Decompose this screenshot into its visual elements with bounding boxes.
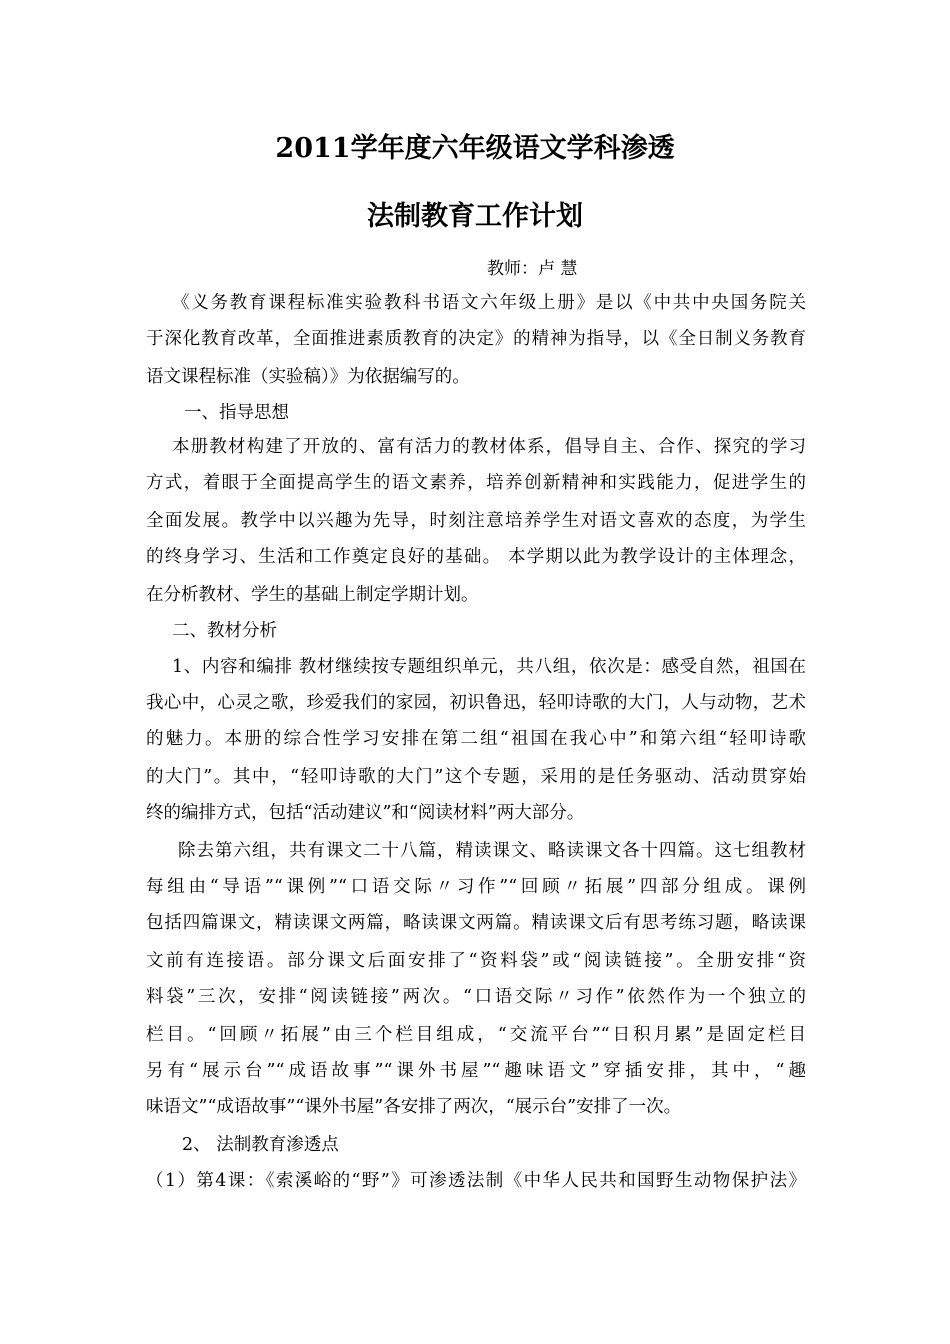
paragraph-line: 除去第六组，共有课文二十八篇，精读课文、略读课文各十四篇。这七组教材 (178, 841, 806, 861)
paragraph-line: 的终身学习、生活和工作奠定良好的基础。 本学期以此为教学设计的主体理念， (146, 547, 806, 567)
paragraph-line: 另有“展示台”“成语故事”“课外书屋”“趣味语文”穿插安排，其中，“趣 (146, 1061, 806, 1081)
paragraph-line: 每组由“导语”“课例”“口语交际〃习作”“回顾〃拓展”四部分组成。课例 (146, 877, 806, 897)
paragraph-line: 语文课程标准（实验稿）》为依据编写的。 (146, 367, 470, 387)
paragraph-line: 方式，着眼于全面提高学生的语文素养，培养创新精神和实践能力，促进学生的 (146, 473, 806, 493)
section-heading: 二、教材分析 (172, 621, 277, 641)
paragraph-line: 1、内容和编排 教材继续按专题组织单元，共八组，依次是：感受自然，祖国在 (172, 657, 806, 677)
paragraph-line: 味语文”“成语故事”“课外书屋”各安排了两次，“展示台”安排了一次。 (146, 1097, 682, 1117)
paragraph-line: 我心中，心灵之歌，珍爱我们的家园，初识鲁迅，轻叩诗歌的大门，人与动物，艺术 (146, 693, 806, 713)
paragraph-line: 的魅力。本册的综合性学习安排在第二组“祖国在我心中”和第六组“轻叩诗歌 (146, 729, 806, 749)
document-title-line-1: 2011学年度六年级语文学科渗透 (275, 133, 675, 164)
paragraph-line: 在分析教材、学生的基础上制定学期计划。 (146, 585, 479, 605)
paragraph-line: （1）第4课：《索溪峪的“野”》可渗透法制《中华人民共和国野生动物保护法》 (146, 1171, 806, 1191)
paragraph-line: 料袋”三次，安排“阅读链接”两次。“口语交际〃习作”依然作为一个独立的 (146, 987, 806, 1007)
paragraph-line: 的大门”。其中，“轻叩诗歌的大门”这个专题，采用的是任务驱动、活动贯穿始 (146, 767, 806, 787)
author-line: 教师：卢 慧 (487, 259, 578, 279)
paragraph-line: 文前有连接语。部分课文后面安排了“资料袋”或“阅读链接”。全册安排“资 (146, 951, 806, 971)
paragraph-line: 全面发展。教学中以兴趣为先导，时刻注意培养学生对语文喜欢的态度，为学生 (146, 511, 806, 531)
document-title-line-2: 法制教育工作计划 (367, 201, 583, 232)
paragraph-line: 《义务教育课程标准实验教科书语文六年级上册》是以《中共中央国务院关 (172, 293, 806, 313)
paragraph-line: 栏目。“回顾〃拓展”由三个栏目组成，“交流平台”“日积月累”是固定栏目 (146, 1025, 806, 1045)
paragraph-line: 终的编排方式，包括“活动建议”和“阅读材料”两大部分。 (146, 803, 585, 823)
section-heading: 2、 法制教育渗透点 (182, 1135, 339, 1155)
paragraph-line: 包括四篇课文，精读课文两篇，略读课文两篇。精读课文后有思考练习题，略读课 (146, 913, 806, 933)
paragraph-line: 本册教材构建了开放的、富有活力的教材体系，倡导自主、合作、探究的学习 (172, 437, 806, 457)
section-heading: 一、指导思想 (184, 403, 289, 423)
paragraph-line: 于深化教育改革，全面推进素质教育的决定》的精神为指导，以《全日制义务教育 (146, 329, 806, 349)
